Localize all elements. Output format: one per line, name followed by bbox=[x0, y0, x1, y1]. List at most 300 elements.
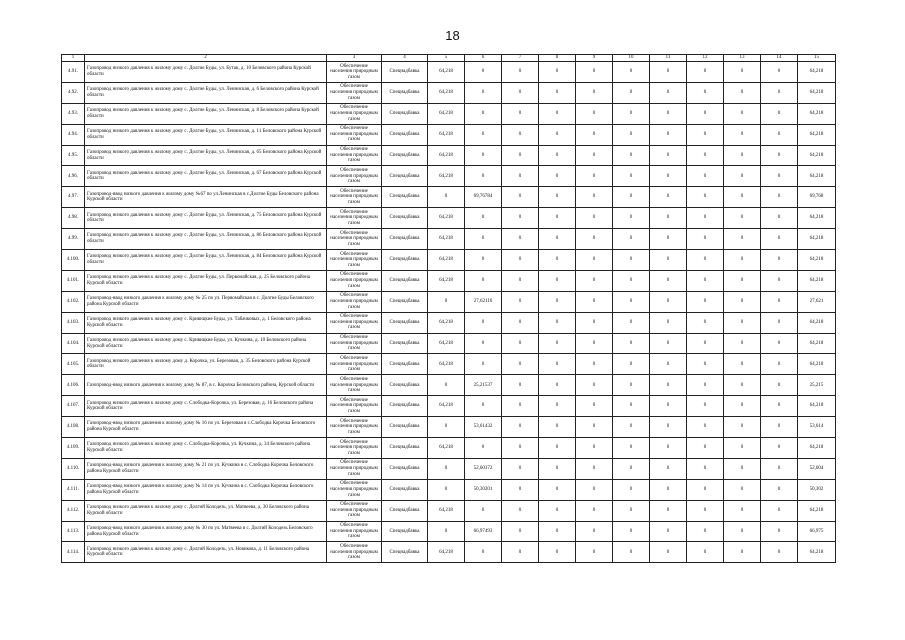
row-number: 4.104. bbox=[62, 333, 85, 354]
table-row bbox=[62, 396, 836, 417]
value-col-12: 0 bbox=[687, 438, 724, 459]
value-col-7: 0 bbox=[502, 62, 539, 83]
value-col-6: 69,76784 bbox=[465, 187, 502, 208]
table-row bbox=[62, 208, 836, 229]
value-col-12: 0 bbox=[687, 521, 724, 542]
value-col-7: 0 bbox=[502, 124, 539, 145]
object-purpose: Обеспечение населения природным газом bbox=[327, 187, 382, 208]
value-col-5: 0 bbox=[428, 375, 465, 396]
value-total: 52,604 bbox=[798, 458, 836, 479]
object-purpose: Обеспечение населения природным газом bbox=[327, 417, 382, 438]
value-col-9: 0 bbox=[576, 166, 613, 187]
object-purpose: Обеспечение населения природным газом bbox=[327, 166, 382, 187]
value-col-9: 0 bbox=[576, 417, 613, 438]
value-col-5: 64,218 bbox=[428, 208, 465, 229]
column-number: 1 bbox=[62, 55, 85, 62]
column-number-row bbox=[62, 55, 836, 62]
value-col-6: 0 bbox=[465, 250, 502, 271]
value-col-6: 0 bbox=[465, 166, 502, 187]
funding-source: Спецнадбавка bbox=[382, 229, 428, 250]
table-row bbox=[62, 187, 836, 208]
row-number: 4.94. bbox=[62, 124, 85, 145]
row-number: 4.96. bbox=[62, 166, 85, 187]
value-col-8: 0 bbox=[539, 145, 576, 166]
value-col-11: 0 bbox=[650, 62, 687, 83]
object-purpose: Обеспечение населения природным газом bbox=[327, 542, 382, 563]
value-col-14: 0 bbox=[761, 270, 798, 291]
value-col-8: 0 bbox=[539, 62, 576, 83]
value-col-5: 0 bbox=[428, 291, 465, 312]
value-col-11: 0 bbox=[650, 375, 687, 396]
value-col-13: 0 bbox=[724, 521, 761, 542]
funding-source: Спецнадбавка bbox=[382, 187, 428, 208]
value-col-8: 0 bbox=[539, 417, 576, 438]
value-col-13: 0 bbox=[724, 166, 761, 187]
funding-source: Спецнадбавка bbox=[382, 103, 428, 124]
object-purpose: Обеспечение населения природным газом bbox=[327, 62, 382, 83]
value-col-5: 64,218 bbox=[428, 542, 465, 563]
table-row bbox=[62, 333, 836, 354]
value-col-9: 0 bbox=[576, 521, 613, 542]
value-total: 64,218 bbox=[798, 354, 836, 375]
object-purpose: Обеспечение населения природным газом bbox=[327, 291, 382, 312]
object-name: Газопровод низкого давления к жилому дому с. Слободка-Корочка, ул. Кучкина, д. 34 Беловского района Курской области bbox=[85, 438, 327, 459]
value-col-8: 0 bbox=[539, 250, 576, 271]
value-col-11: 0 bbox=[650, 103, 687, 124]
row-number: 4.106. bbox=[62, 375, 85, 396]
column-number: 8 bbox=[539, 55, 576, 62]
value-col-11: 0 bbox=[650, 479, 687, 500]
page-number: 18 bbox=[445, 28, 460, 43]
object-purpose: Обеспечение населения природным газом bbox=[327, 521, 382, 542]
value-col-10: 0 bbox=[613, 291, 650, 312]
object-purpose: Обеспечение населения природным газом bbox=[327, 145, 382, 166]
value-col-14: 0 bbox=[761, 500, 798, 521]
value-col-12: 0 bbox=[687, 542, 724, 563]
value-col-5: 0 bbox=[428, 479, 465, 500]
row-number: 4.91. bbox=[62, 62, 85, 83]
value-col-9: 0 bbox=[576, 145, 613, 166]
value-col-11: 0 bbox=[650, 333, 687, 354]
value-col-11: 0 bbox=[650, 145, 687, 166]
value-col-7: 0 bbox=[502, 438, 539, 459]
value-col-6: 0 bbox=[465, 354, 502, 375]
value-col-10: 0 bbox=[613, 333, 650, 354]
column-number: 11 bbox=[650, 55, 687, 62]
row-number: 4.107. bbox=[62, 396, 85, 417]
value-col-14: 0 bbox=[761, 166, 798, 187]
value-col-8: 0 bbox=[539, 229, 576, 250]
value-col-5: 64,218 bbox=[428, 82, 465, 103]
row-number: 4.95. bbox=[62, 145, 85, 166]
value-col-13: 0 bbox=[724, 208, 761, 229]
value-col-8: 0 bbox=[539, 542, 576, 563]
value-col-9: 0 bbox=[576, 333, 613, 354]
value-col-13: 0 bbox=[724, 187, 761, 208]
funding-source: Спецнадбавка bbox=[382, 82, 428, 103]
value-col-6: 27,62116 bbox=[465, 291, 502, 312]
value-col-7: 0 bbox=[502, 417, 539, 438]
column-number: 13 bbox=[724, 55, 761, 62]
value-col-10: 0 bbox=[613, 187, 650, 208]
object-name: Газопровод низкого давления к жилому дому с. Кривицкие Буды, ул. Табачковых, д. 1 Беловского района Курской области bbox=[85, 312, 327, 333]
table-row bbox=[62, 291, 836, 312]
value-col-12: 0 bbox=[687, 145, 724, 166]
value-col-9: 0 bbox=[576, 312, 613, 333]
value-col-14: 0 bbox=[761, 145, 798, 166]
value-col-12: 0 bbox=[687, 229, 724, 250]
value-col-10: 0 bbox=[613, 479, 650, 500]
value-col-9: 0 bbox=[576, 354, 613, 375]
value-col-11: 0 bbox=[650, 291, 687, 312]
value-col-14: 0 bbox=[761, 82, 798, 103]
object-name: Газопровод-ввод низкого давления к жилому дому № 16 по ул. Березовая в с.Слободка Корочка Беловского района Курской области bbox=[85, 417, 327, 438]
value-col-10: 0 bbox=[613, 312, 650, 333]
value-col-14: 0 bbox=[761, 103, 798, 124]
object-purpose: Обеспечение населения природным газом bbox=[327, 354, 382, 375]
value-col-14: 0 bbox=[761, 333, 798, 354]
row-number: 4.97. bbox=[62, 187, 85, 208]
value-col-6: 0 bbox=[465, 312, 502, 333]
value-col-8: 0 bbox=[539, 103, 576, 124]
object-name: Газопровод-ввод низкого давления к жилому дому № 25 по ул. Первомайская в с. Долгие Буды Беловского района Курской области bbox=[85, 291, 327, 312]
object-name: Газопровод-ввод низкого давления к жилому дому № 30 по ул. Матвеева в с. Долгий Колодезь Беловского района Курской области bbox=[85, 521, 327, 542]
value-col-8: 0 bbox=[539, 82, 576, 103]
object-name: Газопровод низкого давления к жилому дому с. Долгие Буды, ул. Ленинская, д. 84 Беловского района Курской области bbox=[85, 250, 327, 271]
column-number: 12 bbox=[687, 55, 724, 62]
value-col-14: 0 bbox=[761, 417, 798, 438]
value-col-12: 0 bbox=[687, 103, 724, 124]
value-col-8: 0 bbox=[539, 375, 576, 396]
value-total: 64,218 bbox=[798, 250, 836, 271]
object-name: Газопровод низкого давления к жилому дому с. Долгие Буды, ул. Бутак, д. 10 Беловского района Курской области bbox=[85, 62, 327, 83]
value-col-12: 0 bbox=[687, 166, 724, 187]
value-col-10: 0 bbox=[613, 82, 650, 103]
value-col-12: 0 bbox=[687, 458, 724, 479]
object-purpose: Обеспечение населения природным газом bbox=[327, 250, 382, 271]
row-number: 4.109. bbox=[62, 438, 85, 459]
value-col-7: 0 bbox=[502, 187, 539, 208]
value-col-10: 0 bbox=[613, 208, 650, 229]
value-total: 64,218 bbox=[798, 145, 836, 166]
value-col-6: 52,60372 bbox=[465, 458, 502, 479]
value-col-14: 0 bbox=[761, 62, 798, 83]
funding-source: Спецнадбавка bbox=[382, 208, 428, 229]
funding-source: Спецнадбавка bbox=[382, 124, 428, 145]
value-col-13: 0 bbox=[724, 479, 761, 500]
value-col-6: 0 bbox=[465, 208, 502, 229]
row-number: 4.113. bbox=[62, 521, 85, 542]
object-name: Газопровод-ввод низкого давления к жилому дому № 87, в с. Корочка Беловского района, Курской области bbox=[85, 375, 327, 396]
value-col-14: 0 bbox=[761, 396, 798, 417]
object-purpose: Обеспечение населения природным газом bbox=[327, 333, 382, 354]
table-row bbox=[62, 312, 836, 333]
table-row bbox=[62, 521, 836, 542]
value-col-11: 0 bbox=[650, 229, 687, 250]
object-name: Газопровод-ввод низкого давления к жилому дому № 14 по ул. Кучкина в с. Слободка Корочка Беловского района Курской области bbox=[85, 479, 327, 500]
value-col-12: 0 bbox=[687, 312, 724, 333]
funding-source: Спецнадбавка bbox=[382, 375, 428, 396]
table-row bbox=[62, 375, 836, 396]
object-name: Газопровод низкого давления к жилому дому д. Корочка, ул. Березовая, д. 35 Беловского района Курской области bbox=[85, 354, 327, 375]
column-number: 10 bbox=[613, 55, 650, 62]
value-col-7: 0 bbox=[502, 208, 539, 229]
value-col-9: 0 bbox=[576, 396, 613, 417]
value-col-5: 64,218 bbox=[428, 166, 465, 187]
value-col-14: 0 bbox=[761, 479, 798, 500]
value-col-6: 53,61432 bbox=[465, 417, 502, 438]
object-purpose: Обеспечение населения природным газом bbox=[327, 82, 382, 103]
funding-source: Спецнадбавка bbox=[382, 354, 428, 375]
column-number: 6 bbox=[465, 55, 502, 62]
table-body bbox=[62, 62, 836, 563]
value-col-5: 0 bbox=[428, 521, 465, 542]
value-col-11: 0 bbox=[650, 250, 687, 271]
value-col-8: 0 bbox=[539, 124, 576, 145]
object-name: Газопровод низкого давления к жилому дому с. Кривицкие Буды, ул. Кучкина, д. 10 Беловского района Курской области bbox=[85, 333, 327, 354]
value-col-8: 0 bbox=[539, 438, 576, 459]
value-col-10: 0 bbox=[613, 375, 650, 396]
value-col-6: 0 bbox=[465, 62, 502, 83]
object-name: Газопровод низкого давления к жилому дому с. Долгие Буды, ул. Ленинская, д. 65 Беловского района Курской области bbox=[85, 145, 327, 166]
object-purpose: Обеспечение населения природным газом bbox=[327, 500, 382, 521]
value-col-7: 0 bbox=[502, 354, 539, 375]
object-purpose: Обеспечение населения природным газом bbox=[327, 396, 382, 417]
object-name: Газопровод низкого давления к жилому дому с. Долгие Буды, ул. Ленинская, д. 67 Беловского района Курской области bbox=[85, 166, 327, 187]
value-col-13: 0 bbox=[724, 312, 761, 333]
value-col-11: 0 bbox=[650, 354, 687, 375]
value-col-10: 0 bbox=[613, 458, 650, 479]
value-col-7: 0 bbox=[502, 229, 539, 250]
value-col-6: 0 bbox=[465, 103, 502, 124]
column-number: 14 bbox=[761, 55, 798, 62]
value-col-9: 0 bbox=[576, 375, 613, 396]
value-col-7: 0 bbox=[502, 542, 539, 563]
table-row bbox=[62, 270, 836, 291]
value-col-8: 0 bbox=[539, 208, 576, 229]
value-col-14: 0 bbox=[761, 187, 798, 208]
value-total: 50,302 bbox=[798, 479, 836, 500]
value-col-5: 64,218 bbox=[428, 333, 465, 354]
value-total: 64,218 bbox=[798, 62, 836, 83]
funding-source: Спецнадбавка bbox=[382, 270, 428, 291]
table-row bbox=[62, 479, 836, 500]
value-col-8: 0 bbox=[539, 270, 576, 291]
value-col-9: 0 bbox=[576, 479, 613, 500]
value-col-7: 0 bbox=[502, 103, 539, 124]
value-col-14: 0 bbox=[761, 229, 798, 250]
funding-source: Спецнадбавка bbox=[382, 542, 428, 563]
value-total: 64,218 bbox=[798, 270, 836, 291]
value-col-9: 0 bbox=[576, 229, 613, 250]
object-name: Газопровод низкого давления к жилому дому с. Долгие Буды, ул. Ленинская, д. 6 Беловского района Курской области bbox=[85, 82, 327, 103]
value-col-11: 0 bbox=[650, 270, 687, 291]
value-col-13: 0 bbox=[724, 500, 761, 521]
value-col-5: 0 bbox=[428, 417, 465, 438]
value-col-14: 0 bbox=[761, 458, 798, 479]
row-number: 4.98. bbox=[62, 208, 85, 229]
value-col-7: 0 bbox=[502, 145, 539, 166]
value-total: 64,218 bbox=[798, 500, 836, 521]
value-col-9: 0 bbox=[576, 103, 613, 124]
funding-source: Спецнадбавка bbox=[382, 479, 428, 500]
value-col-5: 64,218 bbox=[428, 270, 465, 291]
value-col-9: 0 bbox=[576, 187, 613, 208]
value-col-7: 0 bbox=[502, 82, 539, 103]
value-col-8: 0 bbox=[539, 333, 576, 354]
value-col-10: 0 bbox=[613, 417, 650, 438]
table-row bbox=[62, 250, 836, 271]
object-purpose: Обеспечение населения природным газом bbox=[327, 229, 382, 250]
row-number: 4.111. bbox=[62, 479, 85, 500]
funding-source: Спецнадбавка bbox=[382, 458, 428, 479]
object-purpose: Обеспечение населения природным газом bbox=[327, 124, 382, 145]
value-col-7: 0 bbox=[502, 396, 539, 417]
value-col-9: 0 bbox=[576, 458, 613, 479]
value-col-8: 0 bbox=[539, 354, 576, 375]
row-number: 4.101. bbox=[62, 270, 85, 291]
value-col-10: 0 bbox=[613, 124, 650, 145]
value-col-9: 0 bbox=[576, 62, 613, 83]
value-col-6: 66,97493 bbox=[465, 521, 502, 542]
value-col-13: 0 bbox=[724, 62, 761, 83]
value-col-11: 0 bbox=[650, 542, 687, 563]
value-col-6: 0 bbox=[465, 396, 502, 417]
value-col-10: 0 bbox=[613, 62, 650, 83]
value-col-13: 0 bbox=[724, 354, 761, 375]
value-col-5: 64,218 bbox=[428, 145, 465, 166]
value-col-14: 0 bbox=[761, 542, 798, 563]
value-col-6: 0 bbox=[465, 124, 502, 145]
value-col-13: 0 bbox=[724, 438, 761, 459]
value-col-7: 0 bbox=[502, 521, 539, 542]
row-number: 4.93. bbox=[62, 103, 85, 124]
value-col-10: 0 bbox=[613, 354, 650, 375]
value-col-8: 0 bbox=[539, 500, 576, 521]
object-purpose: Обеспечение населения природным газом bbox=[327, 208, 382, 229]
object-purpose: Обеспечение населения природным газом bbox=[327, 375, 382, 396]
value-col-8: 0 bbox=[539, 458, 576, 479]
value-col-14: 0 bbox=[761, 312, 798, 333]
value-col-12: 0 bbox=[687, 500, 724, 521]
value-col-12: 0 bbox=[687, 250, 724, 271]
value-total: 64,218 bbox=[798, 396, 836, 417]
value-col-11: 0 bbox=[650, 124, 687, 145]
value-total: 64,218 bbox=[798, 124, 836, 145]
value-col-13: 0 bbox=[724, 333, 761, 354]
row-number: 4.110. bbox=[62, 458, 85, 479]
table-row bbox=[62, 458, 836, 479]
value-col-10: 0 bbox=[613, 103, 650, 124]
object-purpose: Обеспечение населения природным газом bbox=[327, 312, 382, 333]
row-number: 4.103. bbox=[62, 312, 85, 333]
table-row bbox=[62, 103, 836, 124]
value-col-11: 0 bbox=[650, 396, 687, 417]
value-col-5: 64,218 bbox=[428, 500, 465, 521]
value-col-6: 0 bbox=[465, 500, 502, 521]
value-col-13: 0 bbox=[724, 103, 761, 124]
value-total: 64,218 bbox=[798, 229, 836, 250]
funding-source: Спецнадбавка bbox=[382, 145, 428, 166]
value-col-12: 0 bbox=[687, 479, 724, 500]
value-col-5: 64,218 bbox=[428, 103, 465, 124]
row-number: 4.105. bbox=[62, 354, 85, 375]
value-col-13: 0 bbox=[724, 375, 761, 396]
value-col-9: 0 bbox=[576, 542, 613, 563]
value-col-10: 0 bbox=[613, 166, 650, 187]
value-col-8: 0 bbox=[539, 312, 576, 333]
object-name: Газопровод низкого давления к жилому дому с. Долгий Колодезь, ул. Матвеева, д. 30 Беловского района Курской области bbox=[85, 500, 327, 521]
row-number: 4.112. bbox=[62, 500, 85, 521]
value-col-13: 0 bbox=[724, 250, 761, 271]
value-col-7: 0 bbox=[502, 333, 539, 354]
row-number: 4.99. bbox=[62, 229, 85, 250]
value-col-6: 50,30201 bbox=[465, 479, 502, 500]
value-col-12: 0 bbox=[687, 396, 724, 417]
value-col-5: 64,218 bbox=[428, 396, 465, 417]
object-purpose: Обеспечение населения природным газом bbox=[327, 458, 382, 479]
value-col-11: 0 bbox=[650, 208, 687, 229]
value-col-7: 0 bbox=[502, 166, 539, 187]
table-row bbox=[62, 145, 836, 166]
value-col-7: 0 bbox=[502, 479, 539, 500]
row-number: 4.100. bbox=[62, 250, 85, 271]
value-col-11: 0 bbox=[650, 166, 687, 187]
table-row bbox=[62, 500, 836, 521]
table-row bbox=[62, 354, 836, 375]
object-name: Газопровод низкого давления к жилому дому с. Слободка-Корочка, ул. Березовая, д. 16 Беловского района Курской области bbox=[85, 396, 327, 417]
funding-source: Спецнадбавка bbox=[382, 62, 428, 83]
value-col-6: 0 bbox=[465, 542, 502, 563]
value-col-5: 64,218 bbox=[428, 124, 465, 145]
value-col-13: 0 bbox=[724, 270, 761, 291]
value-col-11: 0 bbox=[650, 82, 687, 103]
value-col-11: 0 bbox=[650, 500, 687, 521]
value-col-9: 0 bbox=[576, 208, 613, 229]
funding-source: Спецнадбавка bbox=[382, 291, 428, 312]
value-total: 27,621 bbox=[798, 291, 836, 312]
value-col-11: 0 bbox=[650, 458, 687, 479]
value-col-6: 0 bbox=[465, 82, 502, 103]
table-row bbox=[62, 62, 836, 83]
value-col-11: 0 bbox=[650, 417, 687, 438]
value-col-8: 0 bbox=[539, 187, 576, 208]
value-col-14: 0 bbox=[761, 124, 798, 145]
value-col-5: 64,218 bbox=[428, 438, 465, 459]
column-number: 15 bbox=[798, 55, 836, 62]
value-col-8: 0 bbox=[539, 396, 576, 417]
value-total: 25,215 bbox=[798, 375, 836, 396]
funding-source: Спецнадбавка bbox=[382, 250, 428, 271]
value-col-9: 0 bbox=[576, 270, 613, 291]
value-col-12: 0 bbox=[687, 124, 724, 145]
object-name: Газопровод низкого давления к жилому дому с. Долгие Буды, ул. Ленинская, д. 11 Беловского района Курской области bbox=[85, 124, 327, 145]
value-total: 64,218 bbox=[798, 542, 836, 563]
value-col-7: 0 bbox=[502, 250, 539, 271]
value-col-13: 0 bbox=[724, 542, 761, 563]
value-col-13: 0 bbox=[724, 145, 761, 166]
value-col-10: 0 bbox=[613, 229, 650, 250]
object-name: Газопровод низкого давления к жилому дому с. Долгие Буды, ул. Ленинская, д. 86 Беловского района Курской области bbox=[85, 229, 327, 250]
object-purpose: Обеспечение населения природным газом bbox=[327, 479, 382, 500]
value-col-7: 0 bbox=[502, 500, 539, 521]
value-col-7: 0 bbox=[502, 270, 539, 291]
value-col-9: 0 bbox=[576, 124, 613, 145]
value-col-12: 0 bbox=[687, 208, 724, 229]
value-col-9: 0 bbox=[576, 438, 613, 459]
row-number: 4.114. bbox=[62, 542, 85, 563]
value-col-8: 0 bbox=[539, 521, 576, 542]
